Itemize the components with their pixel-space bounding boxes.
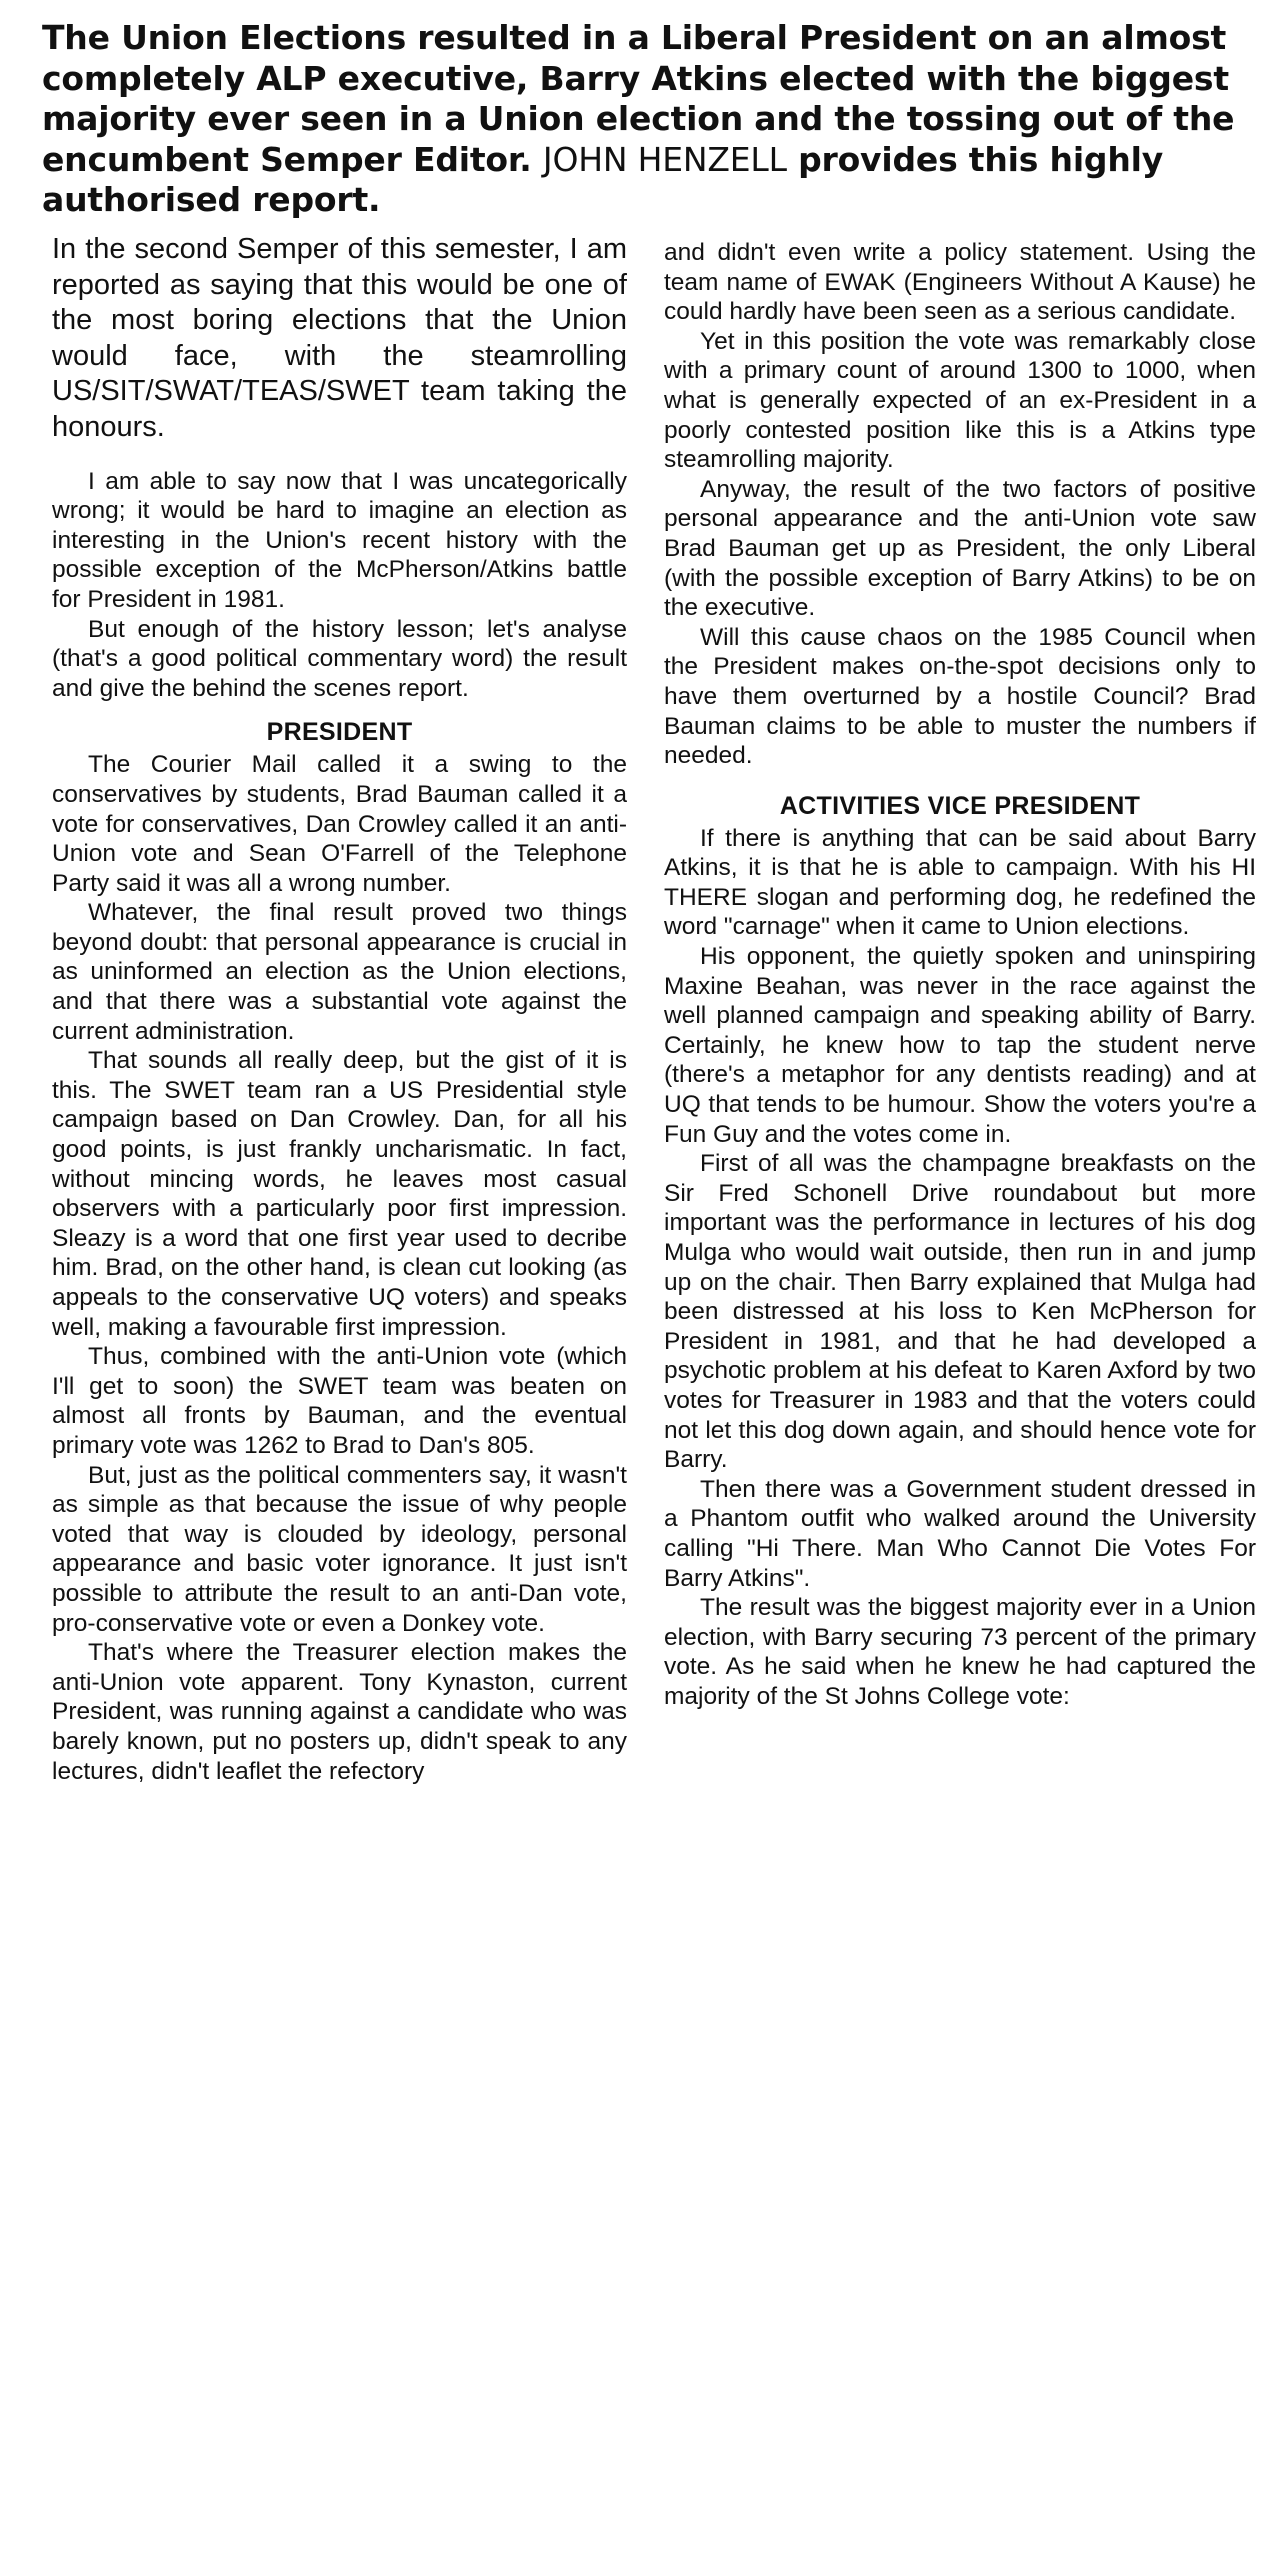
author-name: JOHN HENZELL: [542, 139, 787, 179]
lead-paragraph: In the second Semper of this semester, I am reported as saying that this would be one of the most boring elections that the Union would face, with the steamrolling US/SIT/SWAT/TEAS/SWET team taking the honours.: [52, 233, 627, 443]
paragraph: Anyway, the result of the two factors of positive personal appearance and the anti-Union vote saw Brad Bauman get up as President, the only Liberal (with the possible exception of Barry Atkins) to be on the executive.: [664, 475, 1256, 622]
section-heading-activities-vice-president: ACTIVITIES VICE PRESIDENT: [779, 791, 1141, 820]
continued-paragraph: and didn't even write a policy statement. Using the team name of EWAK (Engineers Without A Kause) he could hardly have been seen as a serious candidate.: [664, 239, 1256, 326]
intro-tail: provides this highly authorised report.: [42, 139, 1164, 219]
paragraph: That's where the Treasurer election makes the anti-Union vote apparent. Tony Kynaston, current President, was running against a candidate who was barely known, put no posters up, didn't speak to any lectures, didn't leaflet the refectory: [52, 1639, 627, 1785]
paragraph: If there is anything that can be said about Barry Atkins, it is that he is able to campaign. With his HI THERE slogan and performing dog, he redefined the word "carnage" when it came to Union elections.: [664, 824, 1256, 941]
paragraph: Whatever, the final result proved two things beyond doubt: that personal appearance is crucial in as uninformed an election as the Union elections, and that there was a substantial vote against the current administration.: [52, 899, 627, 1045]
paragraph: Will this cause chaos on the 1985 Council when the President makes on-the-spot decisions only to have them overturned by a hostile Council? Brad Bauman claims to be able to muster the numbers if needed.: [664, 623, 1256, 770]
paragraph: Thus, combined with the anti-Union vote (which I'll get to soon) the SWET team was beaten on almost all fronts by Bauman, and the eventual primary vote was 1262 to Brad to Dan's 805.: [52, 1343, 627, 1459]
paragraph: First of all was the champagne breakfasts on the Sir Fred Schonell Drive roundabout but more important was the performance in lectures of his dog Mulga who would wait outside, then run in and jump up on the chair. Then Barry explained that Mulga had been distressed at his loss to Ken McPherson for President in 1981, and that he had developed a psychotic problem at his defeat to Karen Axford by two votes for Treasurer in 1983 and that the voters could not let this dog down again, and should hence vote for Barry.: [664, 1150, 1256, 1474]
article-intro: [42, 18, 1250, 221]
section-heading-president: PRESIDENT: [266, 718, 413, 747]
paragraph: His opponent, the quietly spoken and uninspiring Maxine Beahan, was never in the race against the well planned campaign and speaking ability of Barry. Certainly, he knew how to tap the student nerve (there's a metaphor for any dentists reading) and at UQ that tends to be humour. Show the voters you're a Fun Guy and the votes come in.: [664, 943, 1256, 1148]
paragraph: I am able to say now that I was uncategorically wrong; it would be hard to imagine an election as interesting in the Union's recent history with the possible exception of the McPherson/Atkins battle for President in 1981.: [52, 467, 627, 613]
left-column: [52, 232, 627, 1786]
paragraph: That sounds all really deep, but the gist of it is this. The SWET team ran a US Presidential style campaign based on Dan Crowley. Dan, for all his good points, is just frankly uncharismatic. In fact, without mincing words, he leaves most casual observers with a particularly poor first impression. Sleazy is a word that one first year used to decribe him. Brad, on the other hand, is clean cut looking (as appeals to the conservative UQ voters) and speaks well, making a favourable first impression.: [52, 1047, 627, 1341]
paragraph: Then there was a Government student dressed in a Phantom outfit who walked around the University calling "Hi There. Man Who Cannot Die Votes For Barry Atkins".: [664, 1475, 1256, 1592]
paragraph: But enough of the history lesson; let's analyse (that's a good political commentary word) the result and give the behind the scenes report.: [52, 615, 627, 702]
paragraph: The Courier Mail called it a swing to the conservatives by students, Brad Bauman called it a vote for conservatives, Dan Crowley called it an anti-Union vote and Sean O'Farrell of the Telephone Party said it was all a wrong number.: [52, 751, 627, 897]
intro-text: The Union Elections resulted in a Liberal President on an almost completely ALP executive, Barry Atkins elected with the biggest majority ever seen in a Union election and the tossing out of the encumbent Semper Editor.: [42, 18, 1235, 179]
paragraph: The result was the biggest majority ever in a Union election, with Barry securing 73 percent of the primary vote. As he said when he knew he had captured the majority of the St Johns College vote:: [664, 1594, 1256, 1710]
paragraph: Yet in this position the vote was remarkably close with a primary count of around 1300 to 1000, when what is generally expected of an ex-President in a poorly contested position like this is a Atkins type steamrolling majority.: [664, 327, 1256, 474]
right-column: [664, 238, 1256, 1712]
paragraph: But, just as the political commenters say, it wasn't as simple as that because the issue of why people voted that way is clouded by ideology, personal appearance and basic voter ignorance. It just isn't possible to attribute the result to an anti-Dan vote, pro-conservative vote or even a Donkey vote.: [52, 1461, 627, 1637]
